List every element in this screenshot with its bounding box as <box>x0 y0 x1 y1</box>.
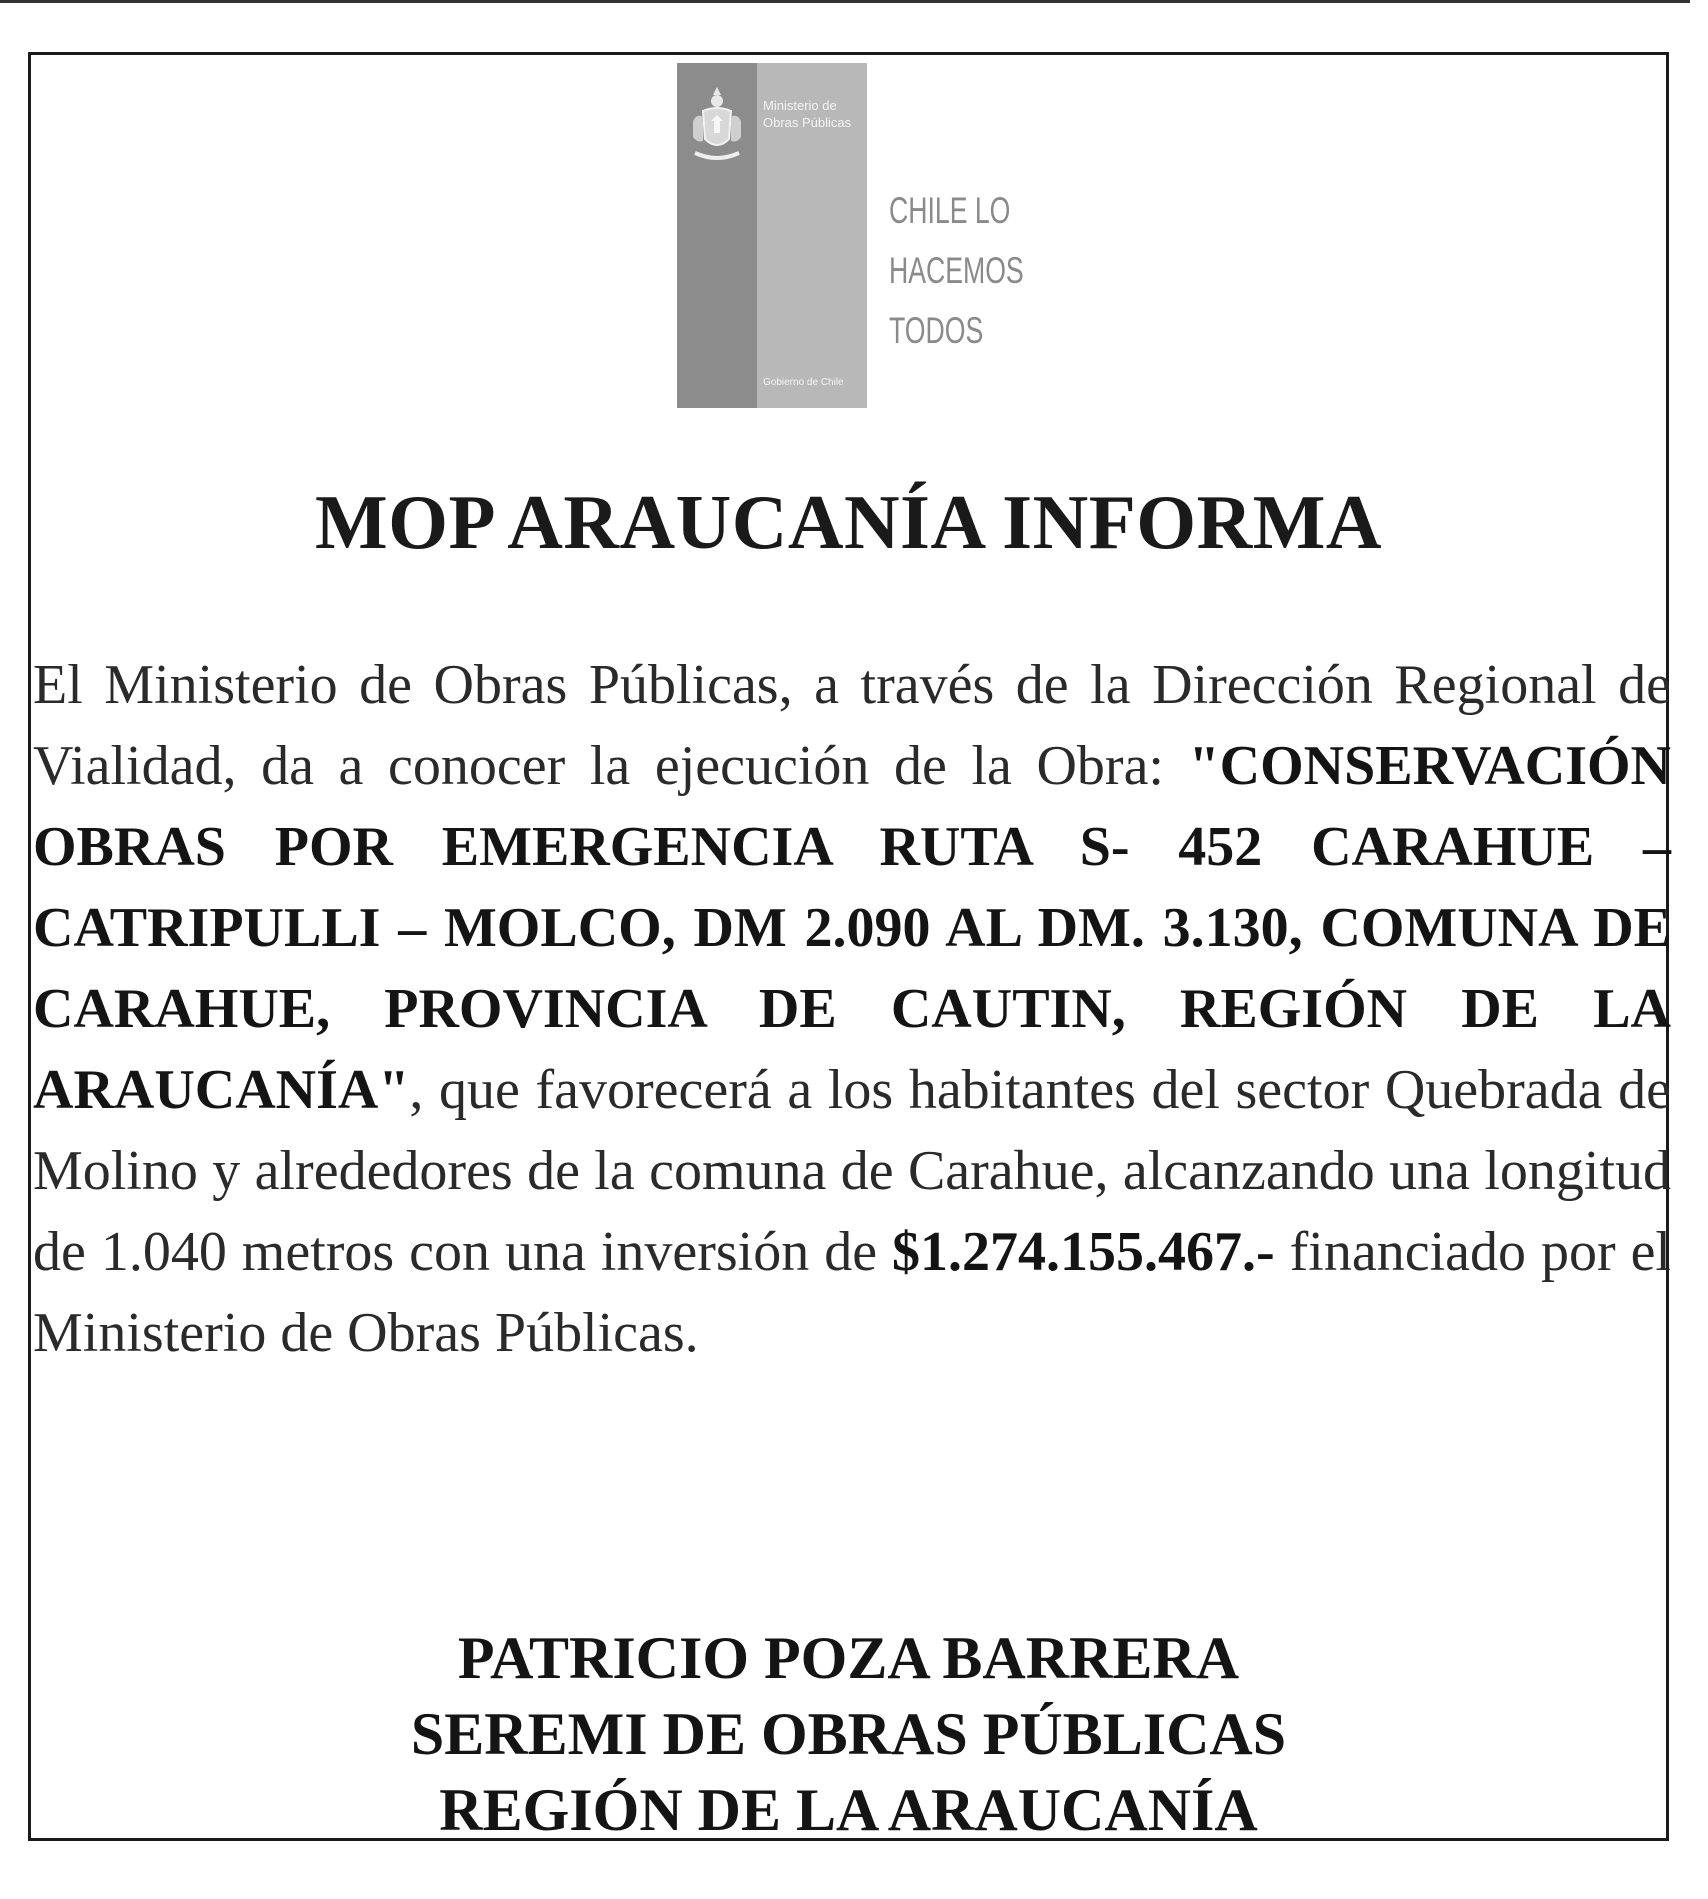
logo-slogan: CHILE LO HACEMOS TODOS <box>889 190 1024 351</box>
body-intro: El Ministerio de Obras Públicas, a través de la Dirección Regional de Vialidad, da a conocer la ejecución de la Obra: <box>33 654 1671 797</box>
top-divider <box>0 0 1690 3</box>
body-middle: , que favorecerá a los habitantes del sector Quebrada de Molino y alrededores de la comuna de Carahue, alcanzando una longitud de 1.040 metros con una inversión de <box>33 1059 1671 1283</box>
mop-logo <box>677 63 1077 413</box>
notice-body <box>33 645 1671 1374</box>
project-name: "CONSERVACIÓN OBRAS POR EMERGENCIA RUTA S- 452 CARAHUE – CATRIPULLI – MOLCO, DM 2.090 AL DM. 3.130, COMUNA DE CARAHUE, PROVINCIA DE CAUTIN, REGIÓN DE LA ARAUCANÍA" <box>33 735 1671 1121</box>
signature-block <box>31 1620 1666 1848</box>
logo-ministry-text: Ministerio de Obras Públicas <box>763 98 852 130</box>
notice-box <box>28 52 1669 1841</box>
logo-government-text: Gobierno de Chile <box>763 377 844 388</box>
logo-dark-band <box>677 63 757 408</box>
signatory-region: REGIÓN DE LA ARAUCANÍA <box>439 1777 1258 1843</box>
coat-of-arms-icon <box>687 81 747 171</box>
signatory-name: PATRICIO POZA BARRERA <box>457 1625 1240 1691</box>
investment-amount: $1.274.155.467.- <box>892 1221 1275 1283</box>
body-end: financiado por el Ministerio de Obras Públicas. <box>33 1221 1671 1364</box>
signatory-position: SEREMI DE OBRAS PÚBLICAS <box>410 1701 1287 1767</box>
notice-title: MOP ARAUCANÍA INFORMA <box>314 479 1383 565</box>
